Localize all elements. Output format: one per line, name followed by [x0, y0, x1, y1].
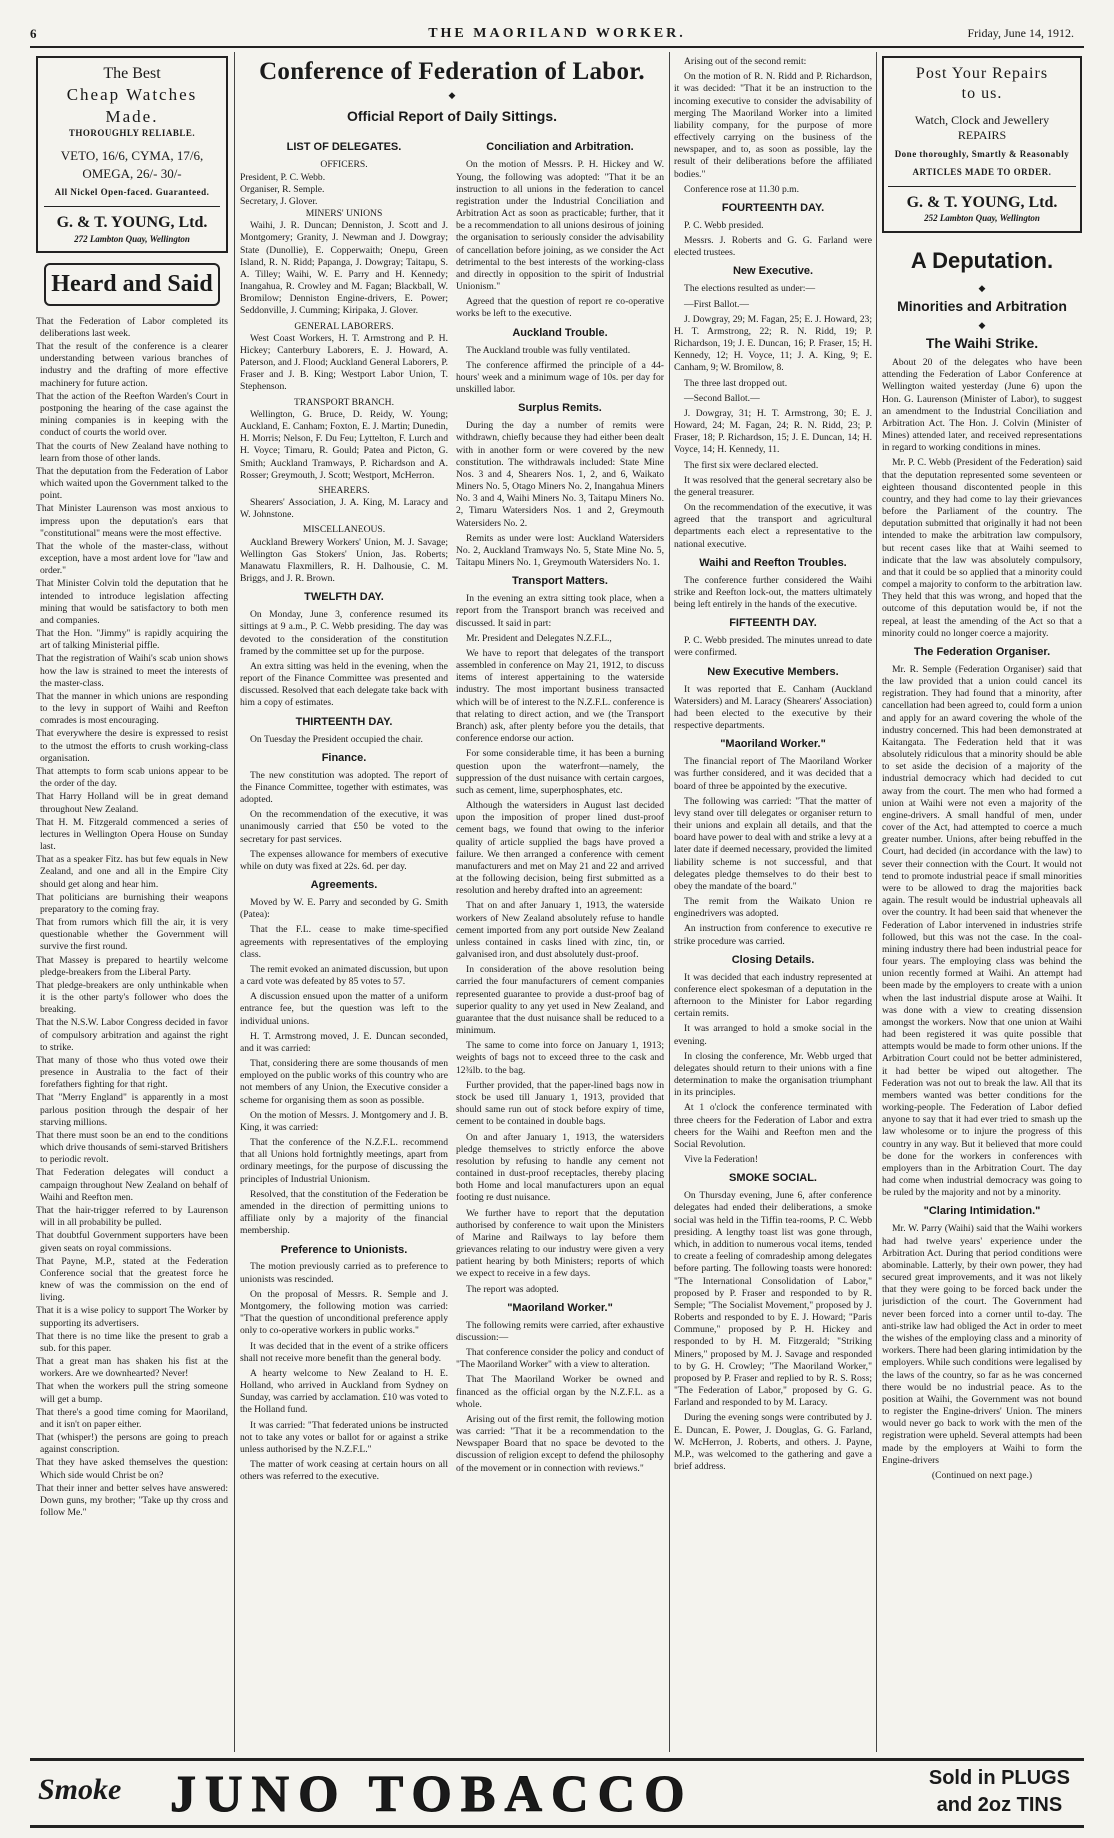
paragraph: The first six were declared elected. [684, 459, 819, 471]
paragraph: The conference affirmed the principle of a 44-hours' week and a minimum wage of 10s. per day for unskilled labor. [456, 359, 664, 396]
paragraph-group [674, 575, 872, 612]
list-item: That they have asked themselves the question: Which side would Christ be on? [36, 1457, 228, 1481]
list-item: That the manner in which unions are responding to the levy in support of Waihi and Reefton comrades is most encouraging. [36, 690, 228, 727]
subsection-heading: Preference to Unionists. [280, 1243, 408, 1256]
heard-and-said-title: Heard and Said [44, 263, 220, 306]
article-title: Conference of Federation of Labor. [259, 58, 645, 85]
list-item: That (whisper!) the persons are going to preach against conscription. [36, 1432, 228, 1456]
paragraph-group [456, 345, 664, 397]
paragraph: J. Dowgray, 31; H. T. Armstrong, 30; E. J. Howard, 24; M. Fagan, 24; R. N. Ridd, 23; P. Fraser, 18; P. Richardson, 15; J. E. Duncan, 14; H. Voyce, 14; H. Kennedy, 11. [674, 407, 872, 456]
continued-note: (Continued on next page.) [931, 1469, 1033, 1481]
page-number: 6 [30, 26, 37, 41]
paragraph-group [456, 593, 664, 1295]
list-item: That "Merry England" is apparently in a most parlous position through the despair of her starving millions. [36, 1092, 228, 1128]
deputation-title: A Deputation. [910, 247, 1054, 273]
paragraph-group [240, 897, 448, 1237]
paragraph: Remits as under were lost: Auckland Watersiders No. 2, Auckland Tramways No. 5, State Mine No. 5, Taitapu Miners No. 1, Greymouth Watersiders No. 1. [456, 532, 664, 569]
paragraph: That the F.L. cease to make time-specified agreements with representatives of the employing class. [240, 924, 448, 960]
paragraph: The matter of work ceasing at certain hours on all others was referred to the executive. [240, 1459, 448, 1483]
paragraph: It was resolved that the general secretary also be the general treasurer. [674, 474, 872, 498]
list-item: That Harry Holland will be in great demand throughout New Zealand. [36, 791, 228, 815]
issue-date: Friday, June 14, 1912. [967, 26, 1074, 40]
ad-line: REPAIRS [957, 127, 1007, 142]
ad-firm: G. & T. YOUNG, Ltd. [888, 186, 1076, 213]
conference-article [240, 56, 664, 1752]
paragraph: Mr. W. Parry (Waihi) said that the Waihi workers had had twelve years' experience under the Arbitration Act. During that period conditions were abominable. Latterly, by their own power, they had secured great improvements, and it was not likely that they were going to be forced back under the jurisdiction of the court. The Government had never been forced into a corner until to-day. The anti-strike law had obliged the Act in order to meet the wishes of the employing class and a minority of workers. There had been glaring intimidation by the employers. While such conditions were legalised by the laws of the country, so far as he was concerned there would be no industrial peace. As to the position at Waihi, the Government was not bound to register the Engine-drivers' Union. The miners would never go back to work with the men of the registration were upheld. Several attempts had been made by the employers at Waihi to form the Engine-drivers [882, 1223, 1082, 1466]
ad-sold-line: Sold in PLUGS [928, 1767, 1070, 1789]
ad-line: to us. [961, 85, 1003, 103]
paragraph: Waihi, J. R. Duncan; Denniston, J. Scott and J. Montgomery; Granity, J. Newman and J. Dowgray; State (Dunollie), E. Copperwaith; Onepu, Green Island, R. N. Ridd; Papanga, J. Dowgray; Taitapu, S. A. Tilley; Waihi, W. E. Parry and H. Kennedy; Inangahua, R. Crowley and M. Fagan; Blackball, W. Bromilow; Denniston Engine-drivers, E. Power; Seddonville, J. Cumming; Kiripaka, J. Glover. [240, 220, 448, 317]
paragraph: Moved by W. E. Parry and seconded by G. Smith (Patea): [240, 897, 448, 921]
list-item: That the hair-trigger referred to by Laurenson will in all probability be pulled. [36, 1205, 228, 1229]
ad-sold-line: and 2oz TINS [936, 1794, 1063, 1816]
paragraph: It was decided that each industry represented at conference elect spokesman of a deputation in the afternoon to the Minister for Labor regarding certain remits. [674, 971, 872, 1020]
tobacco-advert [30, 1758, 1084, 1828]
paragraph: Vive la Federation! [684, 1154, 759, 1166]
paragraph: Messrs. J. Roberts and G. G. Farland were elected trustees. [674, 235, 872, 259]
list-item: That Payne, M.P., stated at the Federation Conference social that the greatest force he knew of was the commission on the end of living. [36, 1255, 228, 1304]
subsection-heading: Transport Matters. [512, 575, 608, 588]
officer-line: Secretary, J. Glover. [240, 195, 318, 207]
list-item: That there's a good time coming for Maoriland, and it isn't on paper either. [36, 1406, 228, 1430]
repairs-advert [882, 56, 1082, 233]
section-heading: LIST OF DELEGATES. [286, 141, 402, 154]
list-item: That many of those who thus voted owe their presence in Australia to the fact of their forefathers fighting for that right. [36, 1054, 228, 1091]
subsection-heading: "Maoriland Worker." [720, 738, 826, 751]
article-subtitle: Official Report of Daily Sittings. [346, 107, 558, 124]
deputation-subtitle: Minorities and Arbitration [897, 298, 1067, 315]
subsection-heading: MISCELLANEOUS. [302, 524, 386, 536]
paragraph: Mr. President and Delegates N.Z.F.L., [466, 632, 612, 644]
paragraph: Although the watersiders in August last decided upon the imposition of proper lined dust-proof cement bags, we found that owing to the inferior quality of article supplied the bags have proved a failure. We then arranged a conference with cement manufacturers and met on May 21 and 22 and arrived at the following decision, being first submitted as a resolution and hereby drafted into an agreement: [456, 800, 664, 897]
paragraph: It was carried: "That federated unions be instructed not to take any votes or ballot for or against a strike unless authorised by the N.Z.F.L." [240, 1419, 448, 1455]
list-item: That the courts of New Zealand have nothing to learn from those of other lands. [36, 440, 228, 464]
list-item: That the registration of Waihi's scab union shows how the law is strained to meet the interests of the master-class. [36, 653, 228, 689]
paragraph: In consideration of the above resolution being carried the four manufacturers of cement companies represented guarantee to provide a dust-proof bag of superior quality to any yet used in New Zealand, and guarantee that the dust nuisance shall be reduced to a minimum. [456, 964, 664, 1037]
paragraph: The report was adopted. [466, 1283, 559, 1295]
paragraph: An extra sitting was held in the evening, when the report of the Finance Committee was presented and discussed. Resolved that each delegate take back with him a copy of estimates. [240, 660, 448, 709]
paragraph: At 1 o'clock the conference terminated with three cheers for the Federation of Labor and extra cheers for the Waihi and Reefton men and the Social Revolution. [674, 1102, 872, 1150]
subsection-heading: Surplus Remits. [518, 402, 602, 415]
list-item: That pledge-breakers are only unthinkable when it is the other party's follower who does the breaking. [36, 979, 228, 1016]
ad-line: THOROUGHLY RELIABLE. [68, 127, 196, 138]
paragraph: The following remits were carried, after exhaustive discussion:— [456, 1319, 664, 1343]
paragraph: A hearty welcome to New Zealand to H. E. Holland, who arrived in Auckland from Sydney on Sunday, was carried by acclamation. £10 was voted to the Holland fund. [240, 1367, 448, 1416]
ad-line: Done thoroughly, Smartly & Reasonably [894, 149, 1070, 160]
list-item: That H. M. Fitzgerald commenced a series of lectures in Wellington Opera House on Sunday last. [36, 816, 228, 853]
paragraph: For some considerable time, it has been a burning question upon the waterfront—namely, the suppression of the dust nuisance with certain cargoes, such as cement, lime, superphosphates, etc. [456, 748, 664, 796]
list-item: That Minister Laurenson was most anxious to impress upon the deputation's ears that "constitutional" means were the most effective. [36, 503, 228, 539]
paragraph: Mr. P. C. Webb (President of the Federation) said that the deputation represented some seventeen or eighteen thousand discontented people in this country, and they had come to lay their grievances before the Parliament of the country. The deputation submitted that originally it had not been intended to make the arbitration law compulsory, but recent cases like that at Waihi seemed to indicate that the law was absolutely compulsory, and that it could be so applied that a minority could compel a majority to conform to the arbitration law. They held that this was wrong, and hoped that the outcome of this deputation would be, if not the repeal, at least the amending of the Act so that a minority could no longer coerce a majority. [882, 457, 1082, 639]
ad-line: The Best [103, 65, 161, 82]
subsection-heading: TRANSPORT BRANCH. [293, 396, 394, 408]
list-item: That the result of the conference is a clearer understanding between various branches of industry and the drafting of more effective machinery for future action. [36, 341, 228, 389]
paragraph: We have to report that delegates of the transport assembled in conference on May 21, 1912, to discuss items of interest appertaining to the waterside industry. The most important business transacted which will be of interest to the N.Z.F.L. conference is that relating to direct action, and we (the Transport Branch) ask, after plenty before you the details, that conference endorse our action. [456, 647, 664, 745]
header-rule [30, 46, 1084, 48]
paragraph: On the recommendation of the executive, it was agreed that the transport and agricultural departments each elect a representative to the national executive. [674, 502, 872, 550]
paragraph-group [674, 56, 872, 196]
ad-price-line: OMEGA, 26/- 30/- [82, 166, 182, 182]
list-item: That when the workers pull the string someone will get a bump. [36, 1381, 228, 1405]
list-item: That the deputation from the Federation of Labor which waited upon the Government talked to the point. [36, 465, 228, 502]
paragraph: The motion previously carried as to preference to unionists was rescinded. [240, 1261, 448, 1285]
paragraph: The financial report of The Maoriland Worker was further considered, and it was decided that a board of three be appointed by the executive. [674, 756, 872, 792]
subsection-heading: Auckland Trouble. [512, 326, 608, 339]
list-item: That as a speaker Fitz. has but few equals in New Zealand, and one and all in the Empire City should get along and hear him. [36, 854, 228, 890]
list-item: That attempts to form scab unions appear to be the order of the day. [36, 765, 228, 790]
paragraph: In closing the conference, Mr. Webb urged that delegates should return to their unions with a fine determination to make the organisation triumphant in its principles. [674, 1050, 872, 1099]
paragraph: Shearers' Association, J. A. King, M. Laracy and W. Johnstone. [240, 497, 448, 521]
conference-column-right [456, 135, 664, 1486]
ad-line: Cheap Watches Made. [66, 85, 198, 127]
paragraph-group [882, 357, 1082, 640]
list-item: That their inner and better selves have answered: Down guns, my brother; "Take up thy cross and follow Me." [36, 1482, 228, 1519]
section-heading: FOURTEENTH DAY. [721, 201, 825, 214]
list-item: That the Hon. "Jimmy" is rapidly acquiring the art of talking Ministerial piffle. [36, 628, 228, 652]
column-heard-and-said [36, 56, 228, 1752]
subsection-heading: Closing Details. [731, 953, 815, 966]
ad-firm: G. & T. YOUNG, Ltd. [44, 206, 220, 233]
paragraph: On the motion of R. N. Ridd and P. Richardson, it was decided: "That it be an instruction to the incoming executive to consider the advisability of merging The Maoriland Worker into a limited liability company, for the purpose of more effectively carrying on the business of the newspaper, and to, as soon as possible, lay the result of their deliberations before the affiliated bodies." [674, 71, 872, 180]
paragraph: On the motion of Messrs. J. Montgomery and J. B. King, it was carried: [240, 1109, 448, 1133]
masthead: THE MAORILAND WORKER. [428, 26, 686, 41]
list-item: That the N.S.W. Labor Congress decided in favor of compulsory arbitration and against the right to strike. [36, 1017, 228, 1053]
ornament: ◆ [978, 319, 986, 330]
paragraph-group [456, 420, 664, 569]
paragraph-group [240, 609, 448, 709]
paragraph: Further provided, that the paper-lined bags now in stock be used till January 1, 1913, provided that should same run out of stock before expiry of time, cement to be contained in double bags. [456, 1079, 664, 1128]
deputation-subtitle: The Waihi Strike. [925, 335, 1039, 352]
paragraph: In the evening an extra sitting took place, when a report from the Transport branch was received and discussed. It said in part: [456, 593, 664, 629]
column-divider [234, 52, 235, 1752]
subsection-heading: Finance. [321, 751, 367, 764]
ad-line: Watch, Clock and Jewellery [914, 112, 1050, 127]
paragraph: Arising out of the second remit: [684, 56, 807, 67]
subsection-heading: MINERS' UNIONS [305, 208, 383, 220]
list-item: That from rumors which fill the air, it is very questionable whether the Government will survive the first round. [36, 917, 228, 953]
deputation-column [882, 56, 1082, 1752]
paragraph: About 20 of the delegates who have been attending the Federation of Labor Conference at Wellington waited yesterday (June 6) upon the Hon. G. Laurenson (Minister of Labor), to suggest an amendment to the Industrial Conciliation and Arbitration Act. The Hon. J. Colvin (Minister of Mines) attended later, and received representations in regard to working conditions in mines. [882, 356, 1082, 454]
paragraph: P. C. Webb presided. [684, 219, 764, 231]
officers-list [240, 172, 448, 209]
paragraph: Conference rose at 11.30 p.m. [684, 183, 799, 195]
ad-smoke: Smoke [38, 1773, 122, 1806]
paragraph: —Second Ballot.— [684, 392, 760, 404]
paragraph: Mr. R. Semple (Federation Organiser) said that the law provided that a union could cancel its registration. They had found that a minority, after cancellation had been agreed to, could form a union and apply for an award covering the whole of the industry concerned. This had been demonstrated at Kaitangata. The Federation held that it was absolutely ridiculous that a minority should be able to set aside the decision of a majority of the industrial democracy which had decided to cut away from the court. The men who had formed a union at Waihi were not even a majority of the engine-drivers. A small handful of men, under cover of the Act, had attempted to coerce a much greater number. Unions, after being rebuffed in the Court, had decided (in accordance with the law) to sever their connection with the Court. It would not tend to promote industrial peace if small minorities were to be allowed to drag the majorities back again. The result would be industrial upheavals all over the country. It had been said that whenever the Federation of Labor intervened in industries strife followed, but this was not the case. In the coal-mining industry there had been industrial peace for four years. The employing class was behind the union recently formed at Waihi. An attempt had been made by the employers to create with a union when the last industrial dispute arose at Waihi. It was done with a view to creating dissension amongst the workers. Now that one union at Waihi had been registered it was quite possible that attempts would be made to form other unions. If the Arbitration Court could not be better administered, it had better be wiped out altogether. The Federation was not out to break the law. All that its members wanted was better conditions for the working-people. The Federation of Labor defied anyone to say that it had ever tried to smash up the law wholesome or to injure the progress of this country in any way. But it believed that more could be done for the workers in conferences with employers than in the Arbitration Court. The day had come when industrial democracy was going to be ruled by the majority and not by a minority. [882, 663, 1082, 1199]
list-item: That the whole of the master-class, without exception, have a most ardent love for "law and order." [36, 540, 228, 577]
list-item: That Federation delegates will conduct a campaign throughout New Zealand on behalf of Waihi and Reefton men. [36, 1167, 228, 1203]
paragraph: We further have to report that the deputation authorised by conference to wait upon the Ministers of Marine and Railways to lay before them grievances relating to our industry were given a very patient hearing by both Ministers; reports of which we expect to receive in a few days. [456, 1207, 664, 1280]
paragraph: The three last dropped out. [684, 377, 788, 389]
ad-address: 252 Lambton Quay, Wellington [924, 213, 1040, 224]
ad-line: ARTICLES MADE TO ORDER. [912, 166, 1052, 177]
list-item: That everywhere the desire is expressed to resist to the utmost the efforts to crush working-class organisation. [36, 728, 228, 764]
column-divider [669, 52, 670, 1752]
subsection-heading: New Executive Members. [707, 665, 839, 678]
paragraph: On Thursday evening, June 6, after conference delegates had ended their deliberations, a smoke social was held in the Tiffin tea-rooms, P. C. Webb presiding. A lengthy toast list was gone through, which, in addition to numerous vocal items, tended to create a feeling of comradeship among delegates before parting. The following toasts were honored: "The International Consolidation of Labor," proposed by P. Fraser and responded to by R. Semple; "The Socialist Movement," proposed by J. Roberts and responded to by E. J. Howard; "Paris Commune," proposed by P. H. Hickey and responded to by H. M. Fitzgerald; "Striking Miners," proposed by M. J. Savage and responded to by G. H. Crowley; "The Maoriland Worker," proposed by P. Fraser and replied to by R. S. Ross; "The Federation of Labor," proposed by G. G. Farland and responded to by M. Laracy. [674, 1190, 872, 1409]
paragraph: It was reported that E. Canham (Auckland Watersiders) and M. Laracy (Shearers' Association) had been elected to the executive by their respective departments. [674, 683, 872, 732]
paragraph-group [456, 1320, 664, 1475]
paragraph-group [674, 1190, 872, 1473]
page-header [30, 26, 1084, 42]
paragraph: On Monday, June 3, conference resumed its sittings at 9 a.m., P. C. Webb presiding. The day was devoted to the consideration of the constitution framed by the committee set up for the purpose. [240, 609, 448, 657]
ad-brand: JUNO TOBACCO [170, 1766, 694, 1823]
subsection-heading: Waihi and Reefton Troubles. [699, 556, 847, 569]
paragraph-group [882, 1223, 1082, 1466]
list-item: That there is no time like the present to grab a sub. for this paper. [36, 1330, 228, 1354]
subsection-heading: Agreements. [310, 879, 378, 892]
ad-guarantee: All Nickel Open-faced. Guaranteed. [54, 186, 210, 197]
section-heading: FIFTEENTH DAY. [729, 617, 817, 630]
section-heading: TWELFTH DAY. [304, 591, 384, 604]
paragraph: That the conference of the N.Z.F.L. recommend that all Unions hold fortnightly meetings, apart from ordinary meetings, for the purpose of discussing the principles of Industrial Unionism. [240, 1137, 448, 1185]
list-item: That it is a wise policy to support The Worker by supporting its advertisers. [36, 1305, 228, 1329]
paragraph: The conference further considered the Waihi strike and Reefton lock-out, the matters ultimately being left entirely in the hands of the executive. [674, 574, 872, 611]
paragraph: The new constitution was adopted. The report of the Finance Committee, together with estimates, was adopted. [240, 769, 448, 806]
paragraph: An instruction from conference to executive re strike procedure was carried. [674, 923, 872, 947]
heard-and-said-list [36, 316, 228, 1520]
list-item: That Massey is prepared to heartily welcome pledge-breakers from the Liberal Party. [36, 954, 228, 978]
section-heading: THIRTEENTH DAY. [295, 715, 393, 728]
paragraph: West Coast Workers, H. T. Armstrong and P. H. Hickey; Canterbury Laborers, E. J. Howard, A. Paterson, and J. Flood; Auckland General Laborers, P. Fraser and J. B. King; Westport Labor Union, T. Stephenson. [240, 332, 448, 393]
list-item: That politicians are burnishing their weapons preparatory to the coming fray. [36, 891, 228, 915]
officer-line: President, P. C. Webb. [240, 171, 326, 183]
conference-column-left [240, 135, 448, 1486]
paragraph: On Tuesday the President occupied the chair. [250, 733, 423, 745]
paragraph: On the motion of Messrs. P. H. Hickey and W. Young, the following was adopted: "That it be an instruction to all unions in the federation to cancel registration under the Industrial Conciliation and Arbitration Act as soon as practicable; further, that it be a recommendation to all unions desirous of joining the organisation to seriously consider the advisability of cancellation before joining, as we consider the Act detrimental to the best interests of the working-class and directly in opposition to the spirit of Industrial Unionism." [456, 159, 664, 293]
paragraph-group [456, 159, 664, 320]
paragraph-group [674, 684, 872, 733]
paragraph: On the recommendation of the executive, it was unanimously carried that £50 be voted to the secretary for past services. [240, 809, 448, 845]
subsection-heading: Conciliation and Arbitration. [486, 141, 634, 154]
ad-prices [44, 147, 220, 182]
list-item: That Minister Colvin told the deputation that he intended to introduce legislation affecting mining that would be satisfactory to both men and companies. [36, 578, 228, 626]
ad-sold [929, 1765, 1070, 1819]
subsection-heading: SHEARERS. [318, 484, 370, 496]
paragraph-group [674, 756, 872, 948]
paragraph: That on and after January 1, 1913, the waterside workers of New Zealand absolutely refuse to handle cement imported from any port outside New Zealand unless contained in casks lined with zinc, tin, or galvanised iron, and dust absolutely dust-proof. [456, 900, 664, 961]
paragraph: It was decided that in the event of a strike officers shall not receive more benefit than the general body. [240, 1340, 448, 1364]
paragraph: It was arranged to hold a smoke social in the evening. [674, 1023, 872, 1047]
subsection-heading: "Claring Intimidation." [923, 1205, 1041, 1218]
paragraph: The remit from the Waikato Union re enginedrivers was adopted. [674, 896, 872, 920]
paragraph-group [674, 220, 872, 260]
ornament: ◆ [978, 282, 986, 293]
paragraph: During the evening songs were contributed by J. E. Duncan, E. Power, J. Douglas, G. G. Farland, W. McHerron, J. Roberts, and others. J. Payne, M.P., was welcomed to the gathering and gave a brief address. [674, 1412, 872, 1473]
watch-advert [36, 56, 228, 253]
paragraph: Wellington, G. Bruce, D. Reidy, W. Young; Auckland, E. Canham; Foxton, E. J. Martin; Dunedin, H. Morris; Nelson, F. Du Feu; Lyttelton, F. Lurch and H. Voyce; Timaru, R. Gould; Patea and Picton, G. Smith; Auckland Tramways, P. Richardson and A. Rosser; Greymouth, J. Scott; Westport, McHerron. [240, 408, 448, 481]
paragraph: J. Dowgray, 29; M. Fagan, 25; E. J. Howard, 23; H. T. Armstrong, 22; R. N. Ridd, 19; P. Richardson, 19; J. E. Duncan, 16; P. Fraser, 15; H. Kennedy, 12; H. Voyce, 11; J. A. King, 9; E. Canham, 9; W. Bromilow, 8. [674, 313, 872, 374]
paragraph: Resolved, that the constitution of the Federation be amended in the direction of permitting unions to affiliate only by a majority of the financial membership. [240, 1188, 448, 1237]
section-heading: SMOKE SOCIAL. [728, 1172, 817, 1185]
paragraph: Agreed that the question of report re co-operative works be left to the executive. [456, 296, 664, 320]
paragraph-group [674, 972, 872, 1167]
subsection-heading: New Executive. [732, 265, 814, 278]
paragraph: Auckland Brewery Workers' Union, M. J. Savage; Wellington Gas Stokers' Union, Jas. Roberts; Manawatu Flaxmillers, R. H. Dalhousie, C. M. Briggs, and J. R. Brown. [240, 536, 448, 585]
subsection-heading: OFFICERS. [320, 159, 368, 171]
paragraph-group [674, 283, 872, 550]
ad-price-line: VETO, 16/6, CYMA, 17/6, [60, 148, 204, 164]
paragraph: A discussion ensued upon the matter of a uniform entrance fee, but the question was left to the individual unions. [240, 991, 448, 1027]
paragraph: P. C. Webb presided. The minutes unread to date were confirmed. [674, 635, 872, 659]
paragraph: On the proposal of Messrs. R. Semple and J. Montgomery, the following motion was carried: "That the question of unconditional preference apply only to co-operative workers in public works." [240, 1288, 448, 1337]
paragraph: The following was carried: "That the matter of levy stand over till delegates or organiser return to their unions and explain all details, and that the board have power to deal with and strike a levy at a later date if deemed necessary, provided the limited liability scheme is not successful, and that delegates pledge themselves to do their best to obey the mandate of the board." [674, 795, 872, 892]
paragraph: That The Maoriland Worker be owned and financed as the official organ by the N.Z.F.L. as a whole. [456, 1374, 664, 1410]
column-divider [876, 52, 877, 1752]
paragraph-group [240, 770, 448, 873]
paragraph: The expenses allowance for members of executive while on duty was fixed at 22s. 6d. per day. [240, 848, 448, 872]
paragraph: Arising out of the first remit, the following motion was carried: "That it be a recommendation to the Newspaper Board that no space be devoted to the discussion of religion except to defend the philosophy of the movement or in connection with reviews." [456, 1413, 664, 1474]
list-item: That there must soon be an end to the conditions which drive thousands of semi-starved Britishers to periodic revolt. [36, 1129, 228, 1166]
paragraph: The elections resulted as under:— [684, 283, 816, 295]
list-item: That the action of the Reefton Warden's Court in postponing the hearing of the case against the mining companies is in keeping with the conduct of courts the world over. [36, 390, 228, 439]
subsection-heading: GENERAL LABORERS. [294, 320, 394, 332]
paragraph: The remit evoked an animated discussion, but upon a card vote was defeated by 85 votes to 57. [240, 963, 448, 988]
ad-line: Post Your Repairs [915, 65, 1049, 82]
paragraph-group [240, 1261, 448, 1483]
paragraph: That, considering there are some thousands of men employed on the public works of this country who are not members of any Union, the Executive consider a scheme for organising them as soon as possible. [240, 1058, 448, 1106]
paragraph-group [882, 664, 1082, 1200]
ad-address: 272 Lambton Quay, Wellington [74, 233, 190, 244]
officer-line: Organiser, R. Semple. [240, 183, 325, 195]
paragraph-group [674, 635, 872, 659]
subsection-heading: "Maoriland Worker." [507, 1301, 613, 1314]
paragraph: The same to come into force on January 1, 1913; weights of bags not to exceed three to the cask and 12¾lb. to the bag. [456, 1040, 664, 1076]
paragraph: —First Ballot.— [684, 298, 750, 310]
list-item: That a great man has shaken his fist at the workers. Are we downhearted? Never! [36, 1356, 228, 1380]
paragraph: H. T. Armstrong moved, J. E. Duncan seconded, and it was carried: [240, 1030, 448, 1054]
list-item: That doubtful Government supporters have been given seats on royal commissions. [36, 1230, 228, 1254]
subsection-heading: The Federation Organiser. [913, 645, 1051, 658]
paragraph: During the day a number of remits were withdrawn, chiefly because they had either been dealt with in another form or were covered by the new constitution. The withdrawals included: State Mine Nos. 3 and 4, Shearers Nos. 1, 2, and 6, Waikato Miners No. 5, Otago Miners No. 2, Inangahua Miners No. 3 and 4, Waihi Miners No. 3, Taitapu Miners No. 2, Timaru Watersiders Nos. 1 and 2, Greymouth Watersiders No. 2. [456, 420, 664, 529]
conference-continued-column [674, 56, 872, 1752]
paragraph: On and after January 1, 1913, the watersiders pledge themselves to strictly enforce the above resolution by refusing to handle any cement not contained in dust-proof receptacles, thereby placing both Home and local manufacturers upon an equal footing re dust nuisance. [456, 1131, 664, 1204]
paragraph: The Auckland trouble was fully ventilated. [466, 344, 631, 356]
ornament: ◆ [448, 90, 456, 100]
list-item: That the Federation of Labor completed its deliberations last week. [36, 315, 228, 339]
paragraph: That conference consider the policy and conduct of "The Maoriland Worker" with a view to alteration. [456, 1347, 664, 1371]
